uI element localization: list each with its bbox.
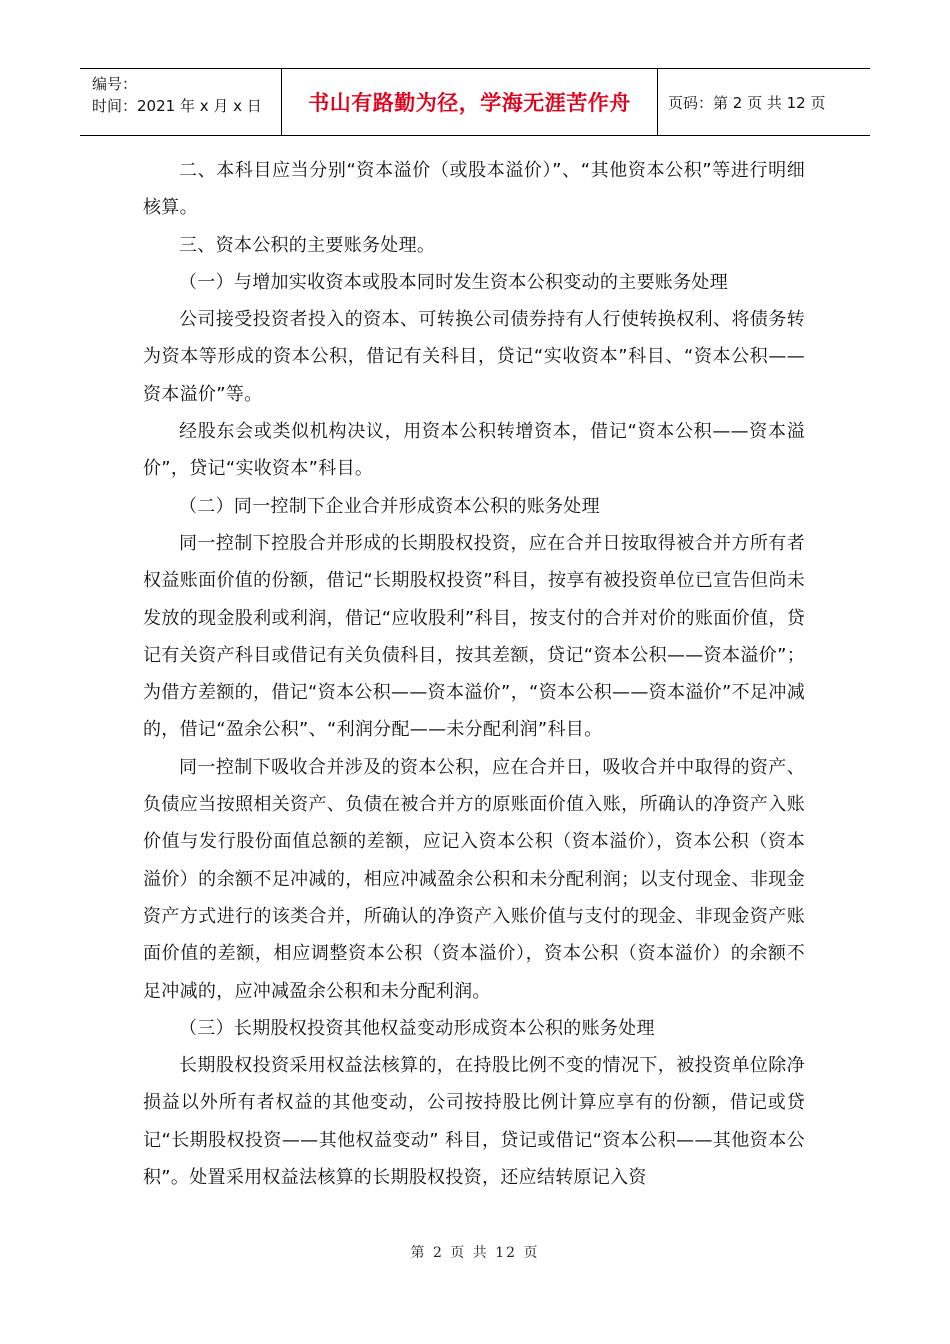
document-body bbox=[143, 152, 805, 1196]
number-label: 编号： bbox=[92, 75, 138, 93]
paragraph: 经股东会或类似机构决议，用资本公积转增资本，借记“资本公积——资本溢价”，贷记“实收资本”科目。 bbox=[143, 421, 805, 480]
subsection-heading: （一）与增加实收资本或股本同时发生资本公积变动的主要账务处理 bbox=[179, 271, 728, 293]
header-page-info: 页码：第 2 页 共 12 页 bbox=[668, 93, 826, 112]
header-meta bbox=[80, 69, 282, 135]
paragraph: 长期股权投资采用权益法核算的，在持股比例不变的情况下，被投资单位除净损益以外所有者权益的其他变动，公司按持股比例计算应享有的份额，借记或贷记“长期股权投资——其他权益变动” 科目，贷记或借记“资本公积——其他资本公积”。处置采用权益法核算的长期股权投资，还应结转原记入资 bbox=[143, 1055, 805, 1189]
date-label: 时间：2021 年 x 月 x 日 bbox=[92, 97, 262, 115]
page-header bbox=[80, 68, 870, 136]
paragraph: 同一控制下控股合并形成的长期股权投资，应在合并日按取得被合并方所有者权益账面价值的份额，借记“长期股权投资”科目，按享有被投资单位已宣告但尚未发放的现金股利或利润，借记“应收股利”科目，按支付的合并对价的账面价值，贷记有关资产科目或借记有关负债科目，按其差额，贷记“资本公积——资本溢价”；为借方差额的，借记“资本公积——资本溢价”，“资本公积——资本溢价”不足冲减的，借记“盈余公积”、“利润分配——未分配利润”科目。 bbox=[143, 532, 805, 741]
section-heading: 三、资本公积的主要账务处理。 bbox=[179, 234, 436, 256]
paragraph: 同一控制下吸收合并涉及的资本公积，应在合并日，吸收合并中取得的资产、负债应当按照相关资产、负债在被合并方的原账面价值入账，所确认的净资产入账价值与发行股份面值总额的差额，应记入资本公积（资本溢价），资本公积（资本溢价）的余额不足冲减的，相应冲减盈余公积和未分配利润；以支付现金、非现金资产方式进行的该类合并，所确认的净资产入账价值与支付的现金、非现金资产账面价值的差额，相应调整资本公积（资本溢价），资本公积（资本溢价）的余额不足冲减的，应冲减盈余公积和未分配利润。 bbox=[143, 756, 805, 1002]
subsection-heading: （三）长期股权投资其他权益变动形成资本公积的账务处理 bbox=[179, 1017, 655, 1039]
page-footer: 第 2 页 共 12 页 bbox=[410, 1245, 540, 1261]
header-motto: 书山有路勤为径，学海无涯苦作舟 bbox=[282, 69, 658, 135]
paragraph: 二、本科目应当分别“资本溢价（或股本溢价）”、“其他资本公积”等进行明细核算。 bbox=[143, 160, 805, 219]
subsection-heading: （二）同一控制下企业合并形成资本公积的账务处理 bbox=[179, 495, 600, 517]
paragraph: 公司接受投资者投入的资本、可转换公司债券持有人行使转换权利、将债务转为资本等形成的资本公积，借记有关科目，贷记“实收资本”科目、“资本公积——资本溢价”等。 bbox=[143, 309, 805, 405]
